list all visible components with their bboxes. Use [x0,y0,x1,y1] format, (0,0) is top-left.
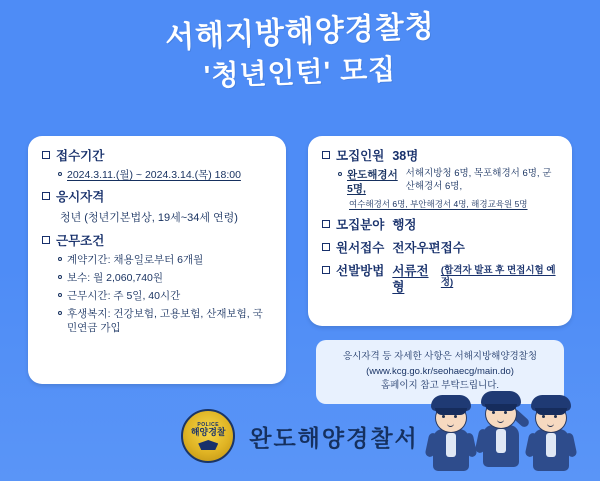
bullet-icon [58,293,62,297]
selection-note: (합격자 발표 후 면접시험 예정) [440,265,556,289]
page-title: 서해지방해양경찰청 [164,10,436,55]
coast-guard-emblem-icon [181,409,235,463]
right-info-card [308,136,572,326]
headcount-detail: 서해지방청 6명, 목포해경서 6명, 군산해경서 6명, [405,168,552,193]
checkbox-icon [322,151,330,159]
section-heading: 접수기간 [42,148,272,164]
section-work-conditions [42,233,272,336]
list-item: 보수: 월 2,060,740원 [58,271,272,285]
headcount-detail-second-line: 여수해경서 6명, 부안해경서 4명, 해경교육원 5명 [349,198,528,209]
checkbox-icon [42,192,50,200]
bullet-icon [58,275,62,279]
section-heading: 모집인원 38명 [322,148,558,164]
section-heading: 선발방법 서류전형 (합격자 발표 후 면접시험 예정) [322,263,558,296]
left-info-card [28,136,286,384]
emblem-shield-icon [198,440,218,450]
bullet-icon [58,257,62,261]
section-heading: 원서접수 전자우편접수 [322,240,558,256]
info-bubble-line3: 홈페이지 참고 부탁드립니다. [380,380,500,392]
checkbox-icon [42,236,50,244]
emblem-main-text: 해양경찰 [190,427,226,438]
bullet-icon [338,172,342,176]
bullet-icon [58,311,62,315]
list-item: 완도해경서 5명, 서해지방청 6명, 목포해경서 6명, 군산해경서 6명, [338,168,558,196]
selection-value: 서류전형 [392,264,429,295]
eligibility-text: 청년 (청년기본법상, 19세~34세 연령) [60,211,238,224]
page-subtitle: '청년인턴' 모집 [203,53,397,91]
section-heading: 응시자격 [42,189,272,205]
checkbox-icon [322,243,330,251]
field-value: 행정 [392,217,417,232]
headcount-value: 38명 [392,149,419,163]
footer [0,409,600,463]
organization-name: 완도해양경찰서 [249,424,419,451]
section-heading: 근무조건 [42,233,272,249]
emblem-top-text: POLICE [197,422,220,429]
section-application-period [42,148,272,182]
info-bubble-url: (www.kcg.go.kr/seohaecg/main.do) [366,365,514,377]
checkbox-icon [322,220,330,228]
mascot-cap [481,391,521,407]
list-item: 후생복지: 건강보험, 고용보험, 산재보험, 국민연금 가입 [58,307,272,335]
bullet-icon [58,172,62,176]
list-item: 계약기간: 채용일로부터 6개월 [58,253,272,267]
checkbox-icon [322,266,330,274]
list-item: 근무시간: 주 5일, 40시간 [58,289,272,303]
section-headcount [322,148,558,210]
section-selection-method [322,263,558,296]
section-submission [322,240,558,256]
poster-title-block [0,10,600,91]
section-heading: 모집분야 행정 [322,217,558,233]
checkbox-icon [42,151,50,159]
list-item: 2024.3.11.(월) ~ 2024.3.14.(목) 18:00 [58,168,272,182]
submission-value: 전자우편접수 [392,240,465,255]
info-bubble-line1: 응시자격 등 자세한 사항은 서해지방해양경찰청 [342,351,538,362]
section-field [322,217,558,233]
section-eligibility [42,189,272,225]
